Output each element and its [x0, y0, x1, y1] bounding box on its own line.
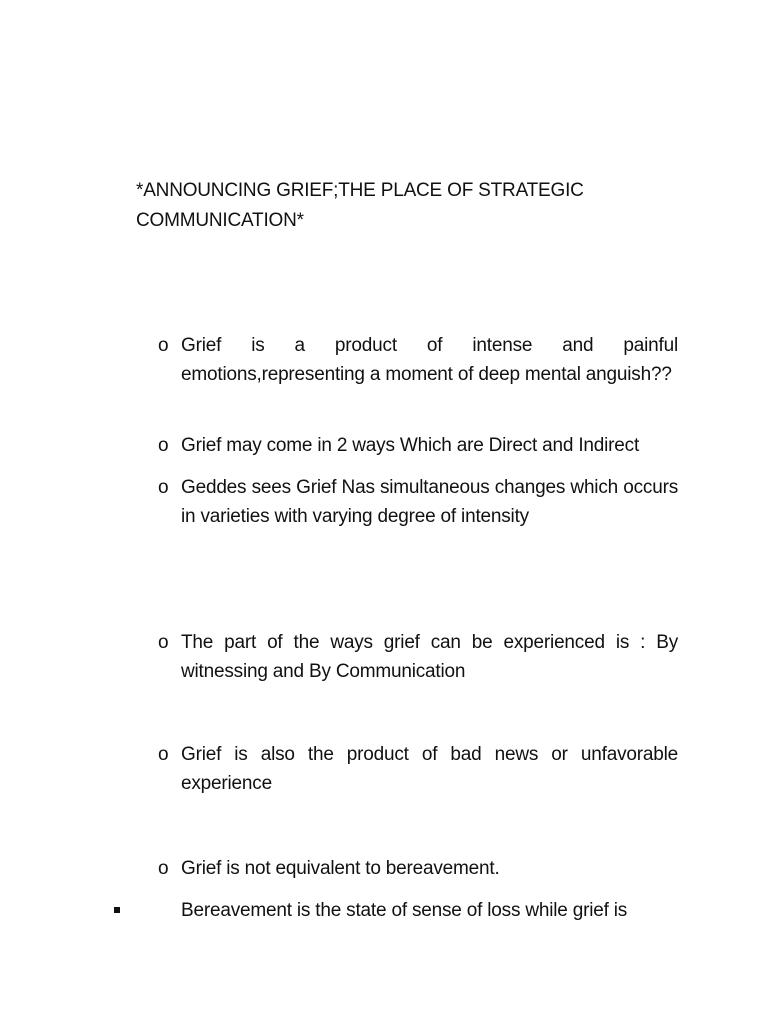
- list-item: [158, 473, 678, 531]
- title-line-2: COMMUNICATION*: [136, 210, 304, 231]
- list-item: [158, 854, 678, 883]
- page-title: [136, 176, 656, 236]
- list-item-text: Grief is a product of intense and painful emotions,representing a moment of deep mental anguish??: [181, 335, 678, 385]
- list-item: [158, 628, 678, 686]
- bullet-marker: o: [158, 632, 169, 653]
- bullet-marker: o: [158, 477, 169, 498]
- list-item-text: Grief may come in 2 ways Which are Direct and Indirect: [181, 435, 640, 456]
- list-item-text: The part of the ways grief can be experienced is : By witnessing and By Communication: [181, 632, 678, 682]
- square-bullet-icon: [114, 907, 120, 913]
- list-item-text: Geddes sees Grief Nas simultaneous changes which occurs in varieties with varying degree of intensity: [181, 477, 678, 527]
- sub-list-item-text: Bereavement is the state of sense of loss while grief is: [181, 900, 628, 921]
- list-item-text: Grief is not equivalent to bereavement.: [181, 858, 500, 879]
- bullet-marker: o: [158, 858, 169, 879]
- list-item: [158, 331, 678, 389]
- sub-list-item: [114, 896, 678, 925]
- bullet-marker: o: [158, 435, 169, 456]
- list-item: [158, 740, 678, 798]
- list-item: [158, 431, 678, 460]
- bullet-marker: o: [158, 744, 169, 765]
- list-item-text: Grief is also the product of bad news or unfavorable experience: [181, 744, 678, 794]
- title-line-1: *ANNOUNCING GRIEF;THE PLACE OF STRATEGIC: [136, 180, 584, 201]
- bullet-marker: o: [158, 335, 169, 356]
